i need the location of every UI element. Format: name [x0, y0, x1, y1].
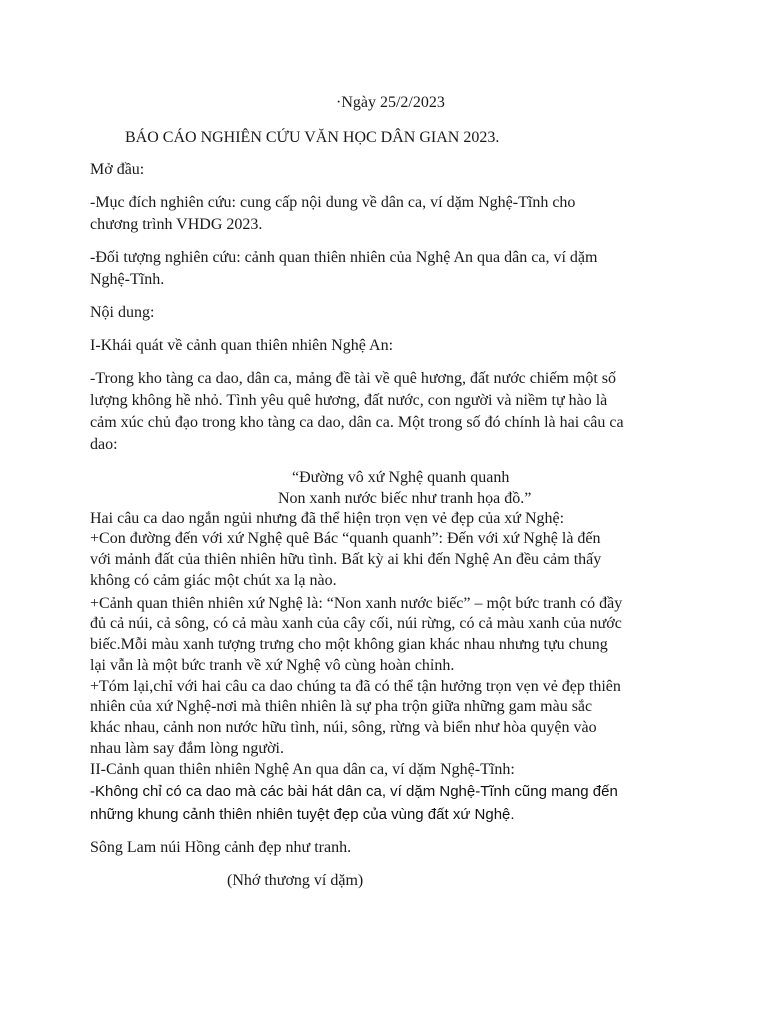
intro-heading: Mở đầu: [90, 161, 145, 178]
section2-paragraph-line: những khung cảnh thiên nhiên tuyệt đẹp của vùng đất xứ Nghệ. [90, 806, 515, 823]
document-date: ·Ngày 25/2/2023 [336, 94, 445, 111]
analysis-line: không có cảm giác một chút xa lạ nào. [90, 572, 337, 589]
analysis-line: lại vẫn là một bức tranh về xứ Nghệ vô cùng hoàn chỉnh. [90, 657, 455, 674]
poem-line: “Đường vô xứ Nghệ quanh quanh [292, 469, 510, 486]
verse-line: Sông Lam núi Hồng cảnh đẹp như tranh. [90, 839, 352, 856]
section1-paragraph-line: lượng không hề nhỏ. Tình yêu quê hương, đất nước, con người và niềm tự hào là [90, 392, 608, 409]
object-line: Nghệ-Tĩnh. [90, 271, 165, 288]
poem-line: Non xanh nước biếc như tranh họa đồ.” [278, 490, 532, 507]
analysis-line: +Tóm lại,chỉ với hai câu ca dao chúng ta đã có thể tận hưởng trọn vẹn vẻ đẹp thiên [90, 678, 621, 695]
analysis-line: khác nhau, cảnh non nước hữu tình, núi, sông, rừng và biển như hòa quyện vào [90, 719, 597, 736]
document-title: BÁO CÁO NGHIÊN CỨU VĂN HỌC DÂN GIAN 2023. [125, 129, 500, 146]
verse-source: (Nhớ thương ví dặm) [227, 872, 364, 889]
analysis-line: biếc.Mỗi màu xanh tượng trưng cho một không gian khác nhau nhưng tựu chung [90, 636, 608, 653]
analysis-line: nhiên của xứ Nghệ-nơi mà thiên nhiên là sự pha trộn giữa những gam màu sắc [90, 698, 593, 715]
analysis-line: Hai câu ca dao ngắn ngủi nhưng đã thể hiện trọn vẹn vẻ đẹp của xứ Nghệ: [90, 510, 565, 527]
purpose-line: -Mục đích nghiên cứu: cung cấp nội dung về dân ca, ví dặm Nghệ-Tĩnh cho [90, 194, 576, 211]
section2-paragraph-line: -Không chỉ có ca dao mà các bài hát dân ca, ví dặm Nghệ-Tĩnh cũng mang đến [90, 783, 618, 800]
analysis-line: +Cảnh quan thiên nhiên xứ Nghệ là: “Non xanh nước biếc” – một bức tranh có đầy [90, 595, 623, 612]
section1-heading: I-Khái quát về cảnh quan thiên nhiên Nghệ An: [90, 337, 394, 354]
analysis-line: nhau làm say đắm lòng người. [90, 740, 284, 757]
analysis-line: đủ cả núi, cả sông, có cả màu xanh của cây cối, núi rừng, có cả màu xanh của nước [90, 615, 622, 632]
section1-paragraph-line: cảm xúc chủ đạo trong kho tàng ca dao, dân ca. Một trong số đó chính là hai câu ca [90, 414, 624, 431]
object-line: -Đối tượng nghiên cứu: cảnh quan thiên nhiên của Nghệ An qua dân ca, ví dặm [90, 249, 598, 266]
analysis-line: +Con đường đến với xứ Nghệ quê Bác “quanh quanh”: Đến với xứ Nghệ là đến [90, 530, 601, 547]
section2-heading: II-Cảnh quan thiên nhiên Nghệ An qua dân ca, ví dặm Nghệ-Tĩnh: [90, 761, 515, 778]
purpose-line: chương trình VHDG 2023. [90, 216, 263, 233]
analysis-line: với mảnh đất của thiên nhiên hữu tình. Bất kỳ ai khi đến Nghệ An đều cảm thấy [90, 551, 602, 568]
section1-paragraph-line: -Trong kho tàng ca dao, dân ca, mảng đề tài về quê hương, đất nước chiếm một số [90, 370, 616, 387]
section1-paragraph-line: dao: [90, 436, 118, 453]
content-heading: Nội dung: [90, 304, 155, 321]
